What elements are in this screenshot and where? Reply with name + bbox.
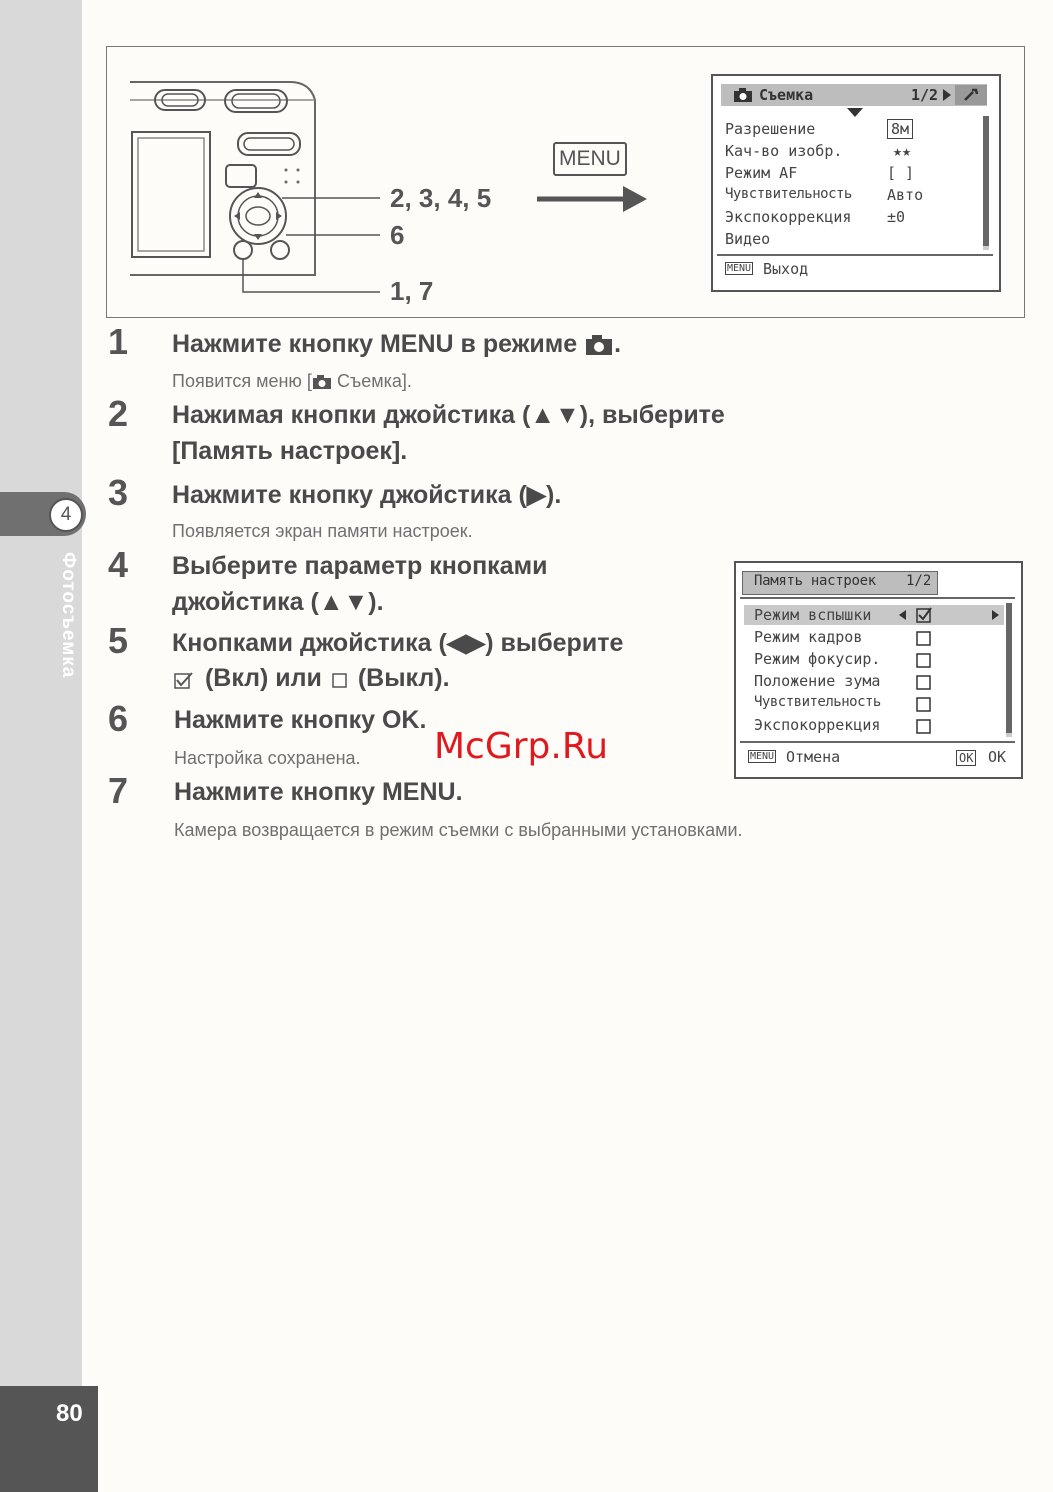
step-title [172,330,621,359]
arrow-right-icon [992,610,999,620]
scrollbar-thumb [983,116,989,246]
step-number: 6 [108,698,129,739]
callout-steps-1-7: 1, 7 [390,276,434,306]
shooting-menu-page: 1/2 [911,86,939,104]
camera-icon [584,334,614,356]
checkbox-checked-icon [172,668,198,690]
checkbox-unchecked-icon [916,718,932,734]
memory-menu-row-label: Положение зума [754,672,881,690]
scrollbar-thumb [1006,603,1012,733]
tab-arrow-right-icon [943,89,951,101]
callout-step-6: 6 [390,220,405,250]
shooting-menu-row-value: ★★ [893,142,912,160]
arrow-left-icon [899,610,906,620]
step-title-line [172,664,450,693]
shooting-menu-row-value: 8м [887,119,913,139]
checkbox-unchecked-icon [916,674,932,690]
checkbox-unchecked-icon [916,652,932,668]
step-title-text: (Вкл) или [204,664,322,692]
page-number-box [0,1386,98,1492]
step-title: Нажмите кнопку MENU. [174,778,463,806]
screen-divider [717,254,993,256]
step-number: 4 [108,544,129,585]
ok-label: OK [988,748,1007,766]
step-title-text: . [614,330,622,358]
shooting-menu-row-value: Авто [887,186,924,204]
step-note [172,371,412,392]
step-note: Камера возвращается в режим съемки с выбранными установками. [174,820,743,840]
memory-menu-row-label: Режим кадров [754,628,863,646]
camera-icon [733,88,753,102]
shooting-menu-row-label: Кач-во изобр. [725,142,843,160]
menu-key-badge: MENU [750,751,775,762]
shooting-menu-row-label: Разрешение [725,120,816,138]
step-number: 2 [108,393,129,434]
step-note: Настройка сохранена. [174,748,361,768]
step-note-text: Появится меню [ [172,371,312,391]
step-number: 5 [108,620,129,661]
step-title-line: [Память настроек]. [172,437,408,465]
cancel-label: Отмена [786,748,841,766]
step-title-text: (Выкл). [357,664,450,692]
memory-menu-row-label: Чувствительность [754,694,881,710]
checkbox-unchecked-icon [916,630,932,646]
memory-menu-screen [734,561,1023,779]
step-title-line: джойстика (▲▼). [172,588,384,616]
memory-menu-page: 1/2 [906,573,932,589]
step-number: 3 [108,472,129,513]
page-number: 80 [56,1400,83,1427]
shooting-menu-row-value: [ ] [887,164,915,182]
step-number: 7 [108,770,129,811]
shooting-menu-title: Съемка [759,86,814,104]
step-title-line: Нажимая кнопки джойстика (▲▼), выберите [172,401,725,429]
screen-divider [740,741,1015,743]
memory-menu-row-label: Экспокоррекция [754,716,881,734]
step-title: Нажмите кнопку OK. [174,706,427,734]
checkbox-unchecked-icon [329,668,351,690]
arrow-right-icon [535,182,650,216]
watermark: McGrp.Ru [434,726,609,767]
sidebar [0,0,82,1492]
step-note: Появляется экран памяти настроек. [172,521,473,541]
shooting-menu-row-label: Режим AF [725,164,798,182]
checkbox-unchecked-icon [916,696,932,712]
screen-divider [740,597,1015,599]
memory-menu-row-label: Режим фокусир. [754,650,881,668]
shooting-menu-row-label: Экспокоррекция [725,208,852,226]
memory-menu-row-label: Режим вспышки [754,606,872,624]
checkbox-checked-icon [916,607,932,623]
shooting-menu-row-label: Чувствительность [725,186,852,202]
shooting-menu-screen [711,74,1001,292]
wrench-icon [963,88,979,102]
chapter-title: Фотосъемка [58,552,79,679]
chapter-number: 4 [49,498,83,532]
step-title-line: Кнопками джойстика (◀▶) выберите [172,629,624,657]
menu-key-badge: MENU [727,263,752,274]
step-note-text: Съемка]. [336,371,412,391]
memory-menu-title: Память настроек [754,573,876,589]
camera-icon [312,374,332,390]
exit-label: Выход [763,260,809,278]
step-title-line: Выберите параметр кнопками [172,552,548,580]
callout-steps-2-3-4-5: 2, 3, 4, 5 [390,183,492,213]
shooting-menu-row-value: ±0 [887,208,906,226]
step-title-text: Нажмите кнопку MENU в режиме [172,330,578,358]
step-title: Нажмите кнопку джойстика (▶). [172,481,562,509]
menu-key-icon: MENU [553,142,627,176]
ok-key-badge: OK [956,750,976,766]
step-number: 1 [108,321,129,362]
selection-marker-icon [847,108,863,118]
shooting-menu-row-label: Видео [725,230,771,248]
